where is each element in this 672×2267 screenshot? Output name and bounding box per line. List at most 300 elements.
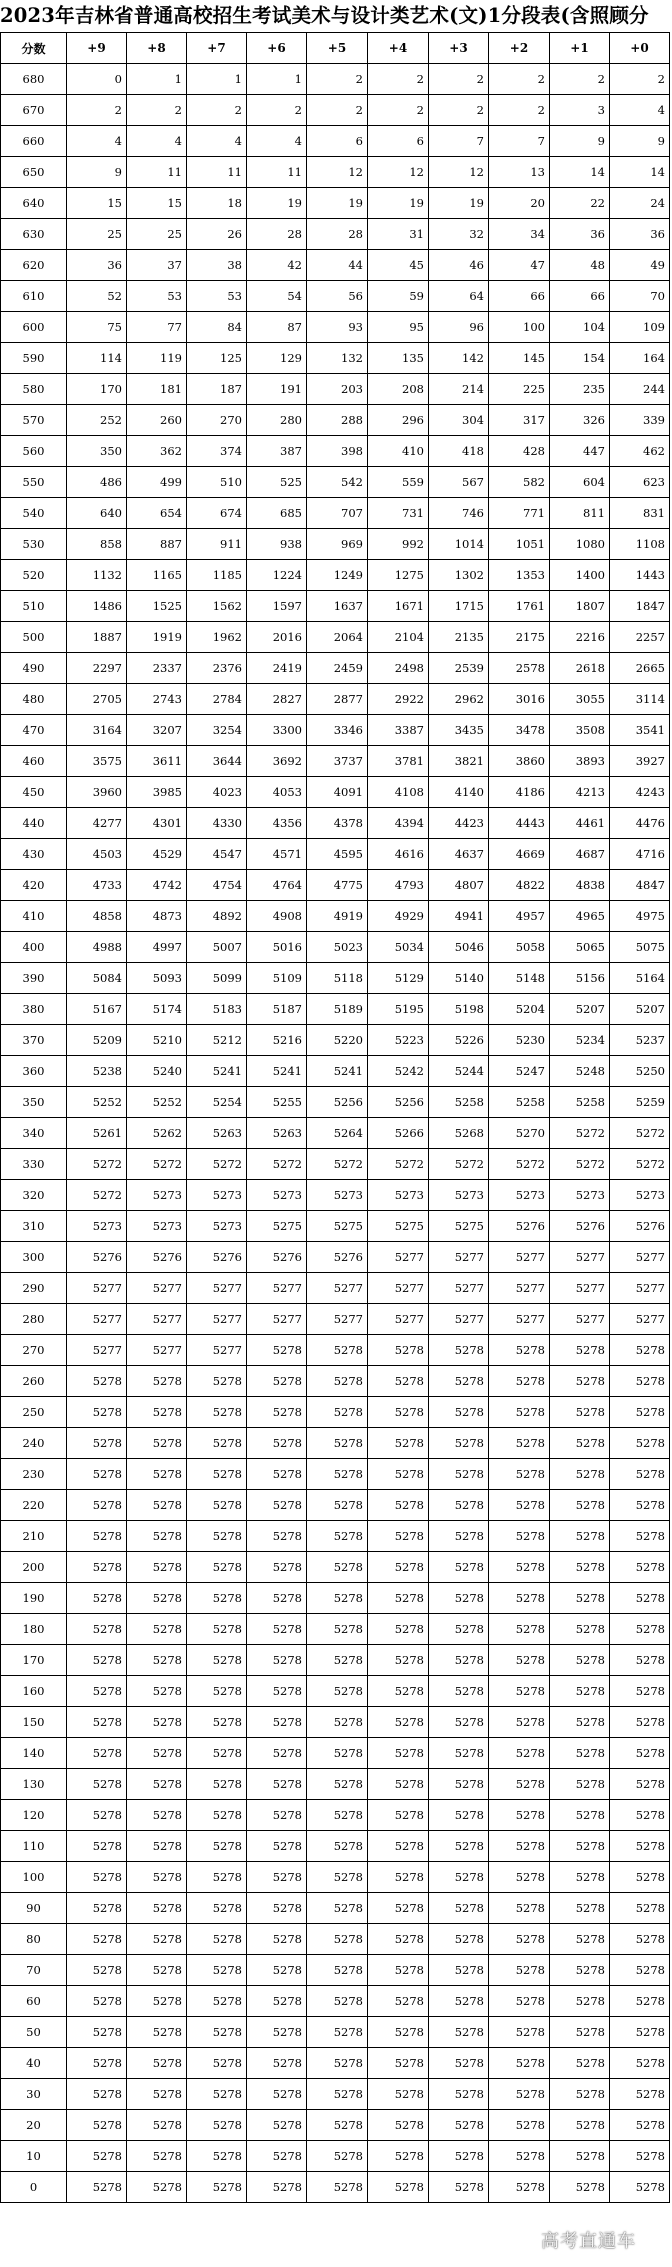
count-cell: 5273 [307, 1180, 368, 1211]
table-row [1, 498, 670, 529]
count-cell: 3781 [368, 746, 429, 777]
header-column-offset: +8 [127, 33, 187, 64]
score-cell: 0 [1, 2172, 67, 2203]
count-cell: 38 [187, 250, 247, 281]
count-cell: 4687 [550, 839, 610, 870]
count-cell: 5278 [127, 2141, 187, 2172]
count-cell: 4503 [67, 839, 127, 870]
count-cell: 5278 [127, 1986, 187, 2017]
count-cell: 5278 [368, 1831, 429, 1862]
count-cell: 4793 [368, 870, 429, 901]
count-cell: 125 [187, 343, 247, 374]
count-cell: 5272 [187, 1149, 247, 1180]
header-column-offset: +1 [550, 33, 610, 64]
count-cell: 5058 [489, 932, 550, 963]
count-cell: 5278 [610, 2079, 670, 2110]
count-cell: 5278 [489, 1645, 550, 1676]
count-cell: 260 [127, 405, 187, 436]
count-cell: 5278 [127, 1490, 187, 1521]
count-cell: 28 [247, 219, 307, 250]
count-cell: 5278 [550, 1893, 610, 1924]
count-cell: 2 [307, 64, 368, 95]
table-row [1, 1273, 670, 1304]
table-row [1, 777, 670, 808]
score-cell: 250 [1, 1397, 67, 1428]
table-row [1, 1645, 670, 1676]
count-cell: 5278 [67, 1521, 127, 1552]
table-row [1, 1087, 670, 1118]
count-cell: 5016 [247, 932, 307, 963]
count-cell: 14 [550, 157, 610, 188]
score-cell: 460 [1, 746, 67, 777]
count-cell: 5278 [127, 1428, 187, 1459]
count-cell: 5207 [610, 994, 670, 1025]
count-cell: 5278 [489, 1614, 550, 1645]
count-cell: 4213 [550, 777, 610, 808]
count-cell: 5276 [307, 1242, 368, 1273]
count-cell: 1807 [550, 591, 610, 622]
count-cell: 5187 [247, 994, 307, 1025]
count-cell: 11 [187, 157, 247, 188]
count-cell: 559 [368, 467, 429, 498]
count-cell: 5244 [429, 1056, 489, 1087]
count-cell: 5278 [489, 1769, 550, 1800]
table-row [1, 1769, 670, 1800]
count-cell: 2962 [429, 684, 489, 715]
count-cell: 5278 [127, 1366, 187, 1397]
count-cell: 5277 [550, 1242, 610, 1273]
count-cell: 5278 [429, 1831, 489, 1862]
count-cell: 5278 [489, 1459, 550, 1490]
count-cell: 5278 [429, 1614, 489, 1645]
header-column-offset: +9 [67, 33, 127, 64]
count-cell: 4997 [127, 932, 187, 963]
count-cell: 1400 [550, 560, 610, 591]
count-cell: 3387 [368, 715, 429, 746]
count-cell: 5278 [127, 1738, 187, 1769]
count-cell: 5278 [429, 1893, 489, 1924]
count-cell: 5241 [307, 1056, 368, 1087]
table-row [1, 1211, 670, 1242]
count-cell: 5278 [550, 1924, 610, 1955]
count-cell: 5278 [127, 1552, 187, 1583]
count-cell: 5278 [307, 2079, 368, 2110]
count-cell: 5278 [187, 1459, 247, 1490]
count-cell: 5278 [187, 1707, 247, 1738]
count-cell: 1165 [127, 560, 187, 591]
count-cell: 5278 [610, 2172, 670, 2203]
count-cell: 3541 [610, 715, 670, 746]
table-row [1, 1242, 670, 1273]
count-cell: 5278 [127, 2079, 187, 2110]
table-row [1, 560, 670, 591]
count-cell: 3254 [187, 715, 247, 746]
count-cell: 4140 [429, 777, 489, 808]
count-cell: 5277 [187, 1273, 247, 1304]
score-cell: 230 [1, 1459, 67, 1490]
count-cell: 5278 [368, 1707, 429, 1738]
count-cell: 114 [67, 343, 127, 374]
count-cell: 288 [307, 405, 368, 436]
count-cell: 5278 [127, 1769, 187, 1800]
count-cell: 887 [127, 529, 187, 560]
table-row [1, 1335, 670, 1366]
count-cell: 5278 [429, 2110, 489, 2141]
count-cell: 5278 [368, 1645, 429, 1676]
count-cell: 2 [610, 64, 670, 95]
count-cell: 4091 [307, 777, 368, 808]
count-cell: 5277 [489, 1242, 550, 1273]
count-cell: 304 [429, 405, 489, 436]
count-cell: 5278 [187, 1955, 247, 1986]
count-cell: 2376 [187, 653, 247, 684]
count-cell: 5278 [429, 1800, 489, 1831]
count-cell: 731 [368, 498, 429, 529]
count-cell: 2539 [429, 653, 489, 684]
count-cell: 499 [127, 467, 187, 498]
count-cell: 5278 [550, 1986, 610, 2017]
count-cell: 5278 [247, 1955, 307, 1986]
count-cell: 5277 [489, 1304, 550, 1335]
score-cell: 400 [1, 932, 67, 963]
count-cell: 5278 [489, 1428, 550, 1459]
count-cell: 746 [429, 498, 489, 529]
count-cell: 5278 [127, 1614, 187, 1645]
count-cell: 1486 [67, 591, 127, 622]
count-cell: 4975 [610, 901, 670, 932]
count-cell: 5277 [368, 1273, 429, 1304]
count-cell: 685 [247, 498, 307, 529]
score-cell: 260 [1, 1366, 67, 1397]
count-cell: 5278 [429, 2048, 489, 2079]
count-cell: 1132 [67, 560, 127, 591]
count-cell: 5278 [550, 1800, 610, 1831]
count-cell: 2922 [368, 684, 429, 715]
count-cell: 3478 [489, 715, 550, 746]
count-cell: 5278 [429, 1459, 489, 1490]
score-cell: 410 [1, 901, 67, 932]
count-cell: 5277 [610, 1242, 670, 1273]
count-cell: 5065 [550, 932, 610, 963]
count-cell: 5278 [67, 1924, 127, 1955]
count-cell: 5272 [368, 1149, 429, 1180]
count-cell: 1887 [67, 622, 127, 653]
count-cell: 5278 [489, 1366, 550, 1397]
count-cell: 5278 [307, 1428, 368, 1459]
count-cell: 3893 [550, 746, 610, 777]
table-body [1, 64, 670, 2203]
table-row [1, 312, 670, 343]
count-cell: 5278 [610, 1831, 670, 1862]
count-cell: 5189 [307, 994, 368, 1025]
count-cell: 5278 [429, 1676, 489, 1707]
table-row [1, 963, 670, 994]
count-cell: 4957 [489, 901, 550, 932]
count-cell: 5278 [489, 2141, 550, 2172]
count-cell: 25 [67, 219, 127, 250]
count-cell: 5278 [550, 2172, 610, 2203]
table-row [1, 529, 670, 560]
count-cell: 5278 [610, 1769, 670, 1800]
count-cell: 5237 [610, 1025, 670, 1056]
count-cell: 5278 [67, 1366, 127, 1397]
count-cell: 5240 [127, 1056, 187, 1087]
header-column-offset: +4 [368, 33, 429, 64]
count-cell: 5278 [247, 2172, 307, 2203]
count-cell: 5278 [550, 1490, 610, 1521]
count-cell: 244 [610, 374, 670, 405]
count-cell: 5278 [307, 2048, 368, 2079]
count-cell: 5278 [187, 1366, 247, 1397]
count-cell: 5278 [247, 2141, 307, 2172]
count-cell: 53 [127, 281, 187, 312]
count-cell: 5278 [610, 2017, 670, 2048]
count-cell: 5278 [247, 1521, 307, 1552]
header-column-offset: +0 [610, 33, 670, 64]
count-cell: 5034 [368, 932, 429, 963]
table-row [1, 1676, 670, 1707]
score-cell: 60 [1, 1986, 67, 2017]
count-cell: 5276 [67, 1242, 127, 1273]
score-cell: 620 [1, 250, 67, 281]
count-cell: 5273 [187, 1180, 247, 1211]
count-cell: 5278 [429, 1521, 489, 1552]
score-cell: 510 [1, 591, 67, 622]
count-cell: 5278 [247, 1428, 307, 1459]
count-cell: 5278 [429, 1335, 489, 1366]
count-cell: 3985 [127, 777, 187, 808]
count-cell: 3737 [307, 746, 368, 777]
table-row [1, 1490, 670, 1521]
count-cell: 5278 [368, 1459, 429, 1490]
score-cell: 570 [1, 405, 67, 436]
count-cell: 4356 [247, 808, 307, 839]
count-cell: 486 [67, 467, 127, 498]
count-cell: 5278 [489, 1552, 550, 1583]
count-cell: 1353 [489, 560, 550, 591]
score-cell: 210 [1, 1521, 67, 1552]
count-cell: 5118 [307, 963, 368, 994]
count-cell: 5278 [127, 2110, 187, 2141]
count-cell: 5278 [67, 1552, 127, 1583]
count-cell: 1715 [429, 591, 489, 622]
count-cell: 5278 [187, 2017, 247, 2048]
score-cell: 430 [1, 839, 67, 870]
count-cell: 567 [429, 467, 489, 498]
count-cell: 5278 [368, 1862, 429, 1893]
count-cell: 5278 [127, 1583, 187, 1614]
count-cell: 142 [429, 343, 489, 374]
count-cell: 5278 [489, 2017, 550, 2048]
count-cell: 4 [127, 126, 187, 157]
table-row [1, 1893, 670, 1924]
count-cell: 5278 [489, 1986, 550, 2017]
count-cell: 3860 [489, 746, 550, 777]
count-cell: 5278 [429, 1428, 489, 1459]
count-cell: 5278 [67, 1676, 127, 1707]
count-cell: 5278 [550, 2048, 610, 2079]
count-cell: 5278 [429, 1924, 489, 1955]
count-cell: 5278 [187, 1769, 247, 1800]
count-cell: 5278 [429, 1769, 489, 1800]
count-cell: 5140 [429, 963, 489, 994]
table-row [1, 1056, 670, 1087]
table-row [1, 1924, 670, 1955]
count-cell: 5278 [610, 1521, 670, 1552]
count-cell: 170 [67, 374, 127, 405]
count-cell: 9 [550, 126, 610, 157]
count-cell: 5278 [127, 2172, 187, 2203]
table-row [1, 715, 670, 746]
table-row [1, 95, 670, 126]
score-cell: 450 [1, 777, 67, 808]
count-cell: 5278 [67, 1707, 127, 1738]
table-row [1, 2110, 670, 2141]
count-cell: 95 [368, 312, 429, 343]
count-cell: 3692 [247, 746, 307, 777]
count-cell: 5278 [610, 1645, 670, 1676]
score-cell: 550 [1, 467, 67, 498]
count-cell: 5273 [67, 1211, 127, 1242]
count-cell: 18 [187, 188, 247, 219]
count-cell: 5278 [489, 1831, 550, 1862]
count-cell: 2784 [187, 684, 247, 715]
count-cell: 4277 [67, 808, 127, 839]
count-cell: 5278 [127, 1800, 187, 1831]
count-cell: 225 [489, 374, 550, 405]
count-cell: 3644 [187, 746, 247, 777]
count-cell: 2 [368, 95, 429, 126]
count-cell: 5278 [550, 1335, 610, 1366]
count-cell: 154 [550, 343, 610, 374]
count-cell: 45 [368, 250, 429, 281]
count-cell: 5272 [550, 1149, 610, 1180]
count-cell: 5261 [67, 1118, 127, 1149]
count-cell: 5278 [187, 1831, 247, 1862]
count-cell: 280 [247, 405, 307, 436]
count-cell: 5278 [368, 2048, 429, 2079]
count-cell: 5278 [307, 1645, 368, 1676]
count-cell: 5258 [489, 1087, 550, 1118]
count-cell: 4929 [368, 901, 429, 932]
count-cell: 5278 [489, 2110, 550, 2141]
count-cell: 4394 [368, 808, 429, 839]
count-cell: 59 [368, 281, 429, 312]
count-cell: 4571 [247, 839, 307, 870]
score-cell: 220 [1, 1490, 67, 1521]
count-cell: 6 [368, 126, 429, 157]
count-cell: 5264 [307, 1118, 368, 1149]
count-cell: 5278 [187, 1397, 247, 1428]
count-cell: 5278 [187, 1924, 247, 1955]
table-row [1, 746, 670, 777]
score-cell: 350 [1, 1087, 67, 1118]
count-cell: 5248 [550, 1056, 610, 1087]
count-cell: 5278 [247, 1986, 307, 2017]
count-cell: 5278 [187, 2172, 247, 2203]
count-cell: 31 [368, 219, 429, 250]
count-cell: 1185 [187, 560, 247, 591]
count-cell: 5278 [489, 1490, 550, 1521]
count-cell: 5278 [247, 1676, 307, 1707]
score-cell: 390 [1, 963, 67, 994]
score-cell: 290 [1, 1273, 67, 1304]
count-cell: 9 [610, 126, 670, 157]
count-cell: 5273 [368, 1180, 429, 1211]
count-cell: 5278 [489, 1862, 550, 1893]
count-cell: 1761 [489, 591, 550, 622]
score-cell: 330 [1, 1149, 67, 1180]
count-cell: 2 [489, 64, 550, 95]
count-cell: 2 [368, 64, 429, 95]
count-cell: 5278 [307, 1924, 368, 1955]
count-cell: 5278 [429, 1366, 489, 1397]
count-cell: 5278 [127, 2048, 187, 2079]
count-cell: 5278 [127, 1893, 187, 1924]
score-cell: 500 [1, 622, 67, 653]
count-cell: 5278 [67, 1831, 127, 1862]
count-cell: 5277 [307, 1304, 368, 1335]
count-cell: 362 [127, 436, 187, 467]
count-cell: 5075 [610, 932, 670, 963]
count-cell: 36 [550, 219, 610, 250]
count-cell: 5277 [550, 1304, 610, 1335]
count-cell: 2 [247, 95, 307, 126]
count-cell: 5278 [368, 1366, 429, 1397]
score-cell: 100 [1, 1862, 67, 1893]
count-cell: 707 [307, 498, 368, 529]
table-row [1, 2079, 670, 2110]
count-cell: 5278 [610, 1800, 670, 1831]
table-row [1, 1552, 670, 1583]
count-cell: 5278 [610, 1707, 670, 1738]
table-row [1, 1955, 670, 1986]
count-cell: 5278 [247, 1397, 307, 1428]
count-cell: 145 [489, 343, 550, 374]
count-cell: 54 [247, 281, 307, 312]
count-cell: 5223 [368, 1025, 429, 1056]
count-cell: 5046 [429, 932, 489, 963]
count-cell: 5278 [429, 1552, 489, 1583]
count-cell: 5277 [67, 1335, 127, 1366]
count-cell: 428 [489, 436, 550, 467]
score-cell: 380 [1, 994, 67, 1025]
count-cell: 5278 [307, 1459, 368, 1490]
count-cell: 4669 [489, 839, 550, 870]
count-cell: 5277 [187, 1304, 247, 1335]
count-cell: 5278 [550, 1459, 610, 1490]
count-cell: 4892 [187, 901, 247, 932]
count-cell: 5277 [247, 1273, 307, 1304]
count-cell: 5268 [429, 1118, 489, 1149]
count-cell: 135 [368, 343, 429, 374]
count-cell: 5277 [307, 1273, 368, 1304]
count-cell: 187 [187, 374, 247, 405]
count-cell: 3821 [429, 746, 489, 777]
count-cell: 1562 [187, 591, 247, 622]
count-cell: 5278 [247, 1707, 307, 1738]
count-cell: 5278 [368, 1583, 429, 1614]
count-cell: 5278 [429, 2079, 489, 2110]
count-cell: 4461 [550, 808, 610, 839]
count-cell: 4 [610, 95, 670, 126]
count-cell: 5278 [67, 1397, 127, 1428]
count-cell: 19 [247, 188, 307, 219]
count-cell: 5277 [429, 1242, 489, 1273]
count-cell: 1080 [550, 529, 610, 560]
count-cell: 5278 [368, 1800, 429, 1831]
count-cell: 5174 [127, 994, 187, 1025]
